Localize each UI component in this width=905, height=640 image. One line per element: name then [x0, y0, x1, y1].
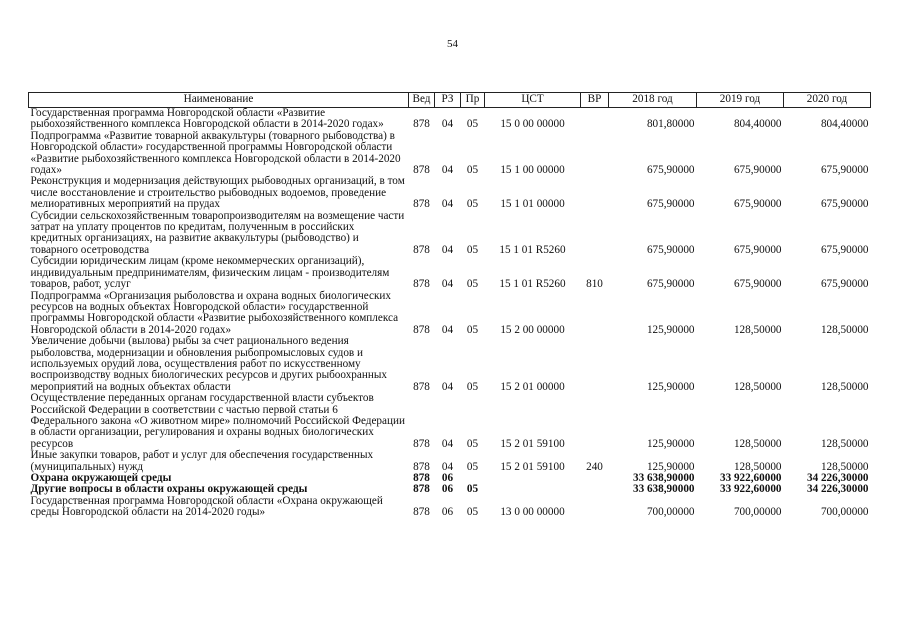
row-cst-cell: 15 2 01 00000	[500, 380, 565, 393]
row-vr-cell	[581, 291, 609, 337]
row-cst-cell: 15 2 01 59100	[500, 437, 565, 450]
row-cst-cell: 15 2 01 59100	[500, 460, 565, 473]
row-2018-cell: 125,90000	[646, 460, 695, 473]
row-2020-cell: 128,50000	[820, 380, 869, 393]
row-vr-cell	[581, 131, 609, 177]
table-row	[29, 393, 871, 450]
row-ved-cell: 878	[413, 472, 430, 484]
row-2019-cell: 128,50000	[733, 380, 782, 393]
row-pr-cell: 05	[466, 483, 479, 496]
row-rz-cell: 06	[441, 472, 454, 484]
column-header-rz: РЗ	[435, 93, 461, 108]
row-ved-cell: 878	[413, 460, 430, 473]
row-2019-cell: 675,90000	[733, 164, 782, 177]
row-2018-cell: 33 638,90000	[632, 483, 695, 496]
row-name-cell: Субсидии юридическим лицам (кроме некоммерческих организаций), индивидуальным предпринимателям, физическим лицам - производителям товаров, работ, услуг	[30, 255, 390, 291]
row-2020-cell: 675,90000	[820, 243, 869, 256]
row-ved-cell: 878	[413, 164, 430, 177]
row-2020-cell: 675,90000	[820, 278, 869, 291]
row-cst-cell: 13 0 00 00000	[500, 506, 565, 519]
row-2018-cell: 675,90000	[646, 198, 695, 211]
column-header-2019: 2019 год	[697, 93, 784, 108]
column-header-vr: ВР	[581, 93, 609, 108]
row-ved-cell: 878	[413, 506, 430, 519]
row-2019-cell: 33 922,60000	[719, 483, 782, 496]
row-cst-cell	[485, 473, 581, 484]
row-rz-cell: 04	[441, 243, 454, 256]
row-pr-cell: 05	[466, 437, 479, 450]
row-name-cell: Реконструкция и модернизация действующих рыбоводных организаций, в том числе восстановление и строительство рыбоводных водоемов, проведение мелиоративных мероприятий на прудах	[30, 175, 405, 211]
row-2019-cell: 33 922,60000	[719, 472, 782, 484]
row-cst-cell: 15 1 01 00000	[500, 198, 565, 211]
row-2020-cell: 128,50000	[820, 323, 869, 336]
row-2020-cell: 128,50000	[820, 437, 869, 450]
row-name-cell: Другие вопросы в области охраны окружающей среды	[30, 483, 308, 496]
row-vr-cell	[581, 484, 609, 495]
row-pr-cell: 05	[466, 506, 479, 519]
row-2018-cell: 125,90000	[646, 380, 695, 393]
column-header-pr: Пр	[461, 93, 485, 108]
row-rz-cell: 04	[441, 323, 454, 336]
row-name-cell: Увеличение добычи (вылова) рыбы за счет рационального ведения рыболовства, модернизации и обновления рыбопромысловых судов и используемых орудий лова, осуществления работ по искусственному воспроизводству водных биологических ресурсов и других рыбоохранных мероприятий на водных объектах области	[30, 335, 387, 393]
row-2018-cell: 700,00000	[646, 506, 695, 519]
row-pr-cell: 05	[466, 164, 479, 177]
row-cst-cell: 15 1 00 00000	[500, 164, 565, 177]
row-pr-cell: 05	[466, 380, 479, 393]
row-vr-cell	[581, 108, 609, 131]
row-2019-cell: 804,40000	[733, 118, 782, 131]
row-ved-cell: 878	[413, 483, 430, 496]
row-ved-cell: 878	[413, 323, 430, 336]
row-name-cell: Подпрограмма «Организация рыболовства и охрана водных биологических ресурсов на водных объектах Новгородской области» государственной программы Новгородской области «Развитие рыбохозяйственного комплекса Новгородской области в 2014-2020 годах»	[30, 289, 399, 336]
row-vr-cell	[581, 336, 609, 393]
row-2019-cell: 128,50000	[733, 323, 782, 336]
budget-table	[28, 92, 871, 519]
row-2020-cell: 675,90000	[820, 198, 869, 211]
row-rz-cell: 04	[441, 380, 454, 393]
row-ved-cell: 878	[413, 437, 430, 450]
row-2018-cell: 675,90000	[646, 164, 695, 177]
row-2020-cell: 675,90000	[820, 164, 869, 177]
row-name-cell: Иные закупки товаров, работ и услуг для обеспечения государственных (муниципальных) нужд	[30, 449, 374, 473]
row-vr-cell	[581, 473, 609, 484]
row-2018-cell: 675,90000	[646, 243, 695, 256]
row-pr-cell: 05	[466, 118, 479, 131]
row-vr-cell	[581, 496, 609, 519]
row-2019-cell: 675,90000	[733, 198, 782, 211]
row-vr-cell: 810	[586, 278, 603, 291]
page-number: 54	[447, 38, 458, 50]
column-header-2020: 2020 год	[784, 93, 871, 108]
row-rz-cell: 04	[441, 460, 454, 473]
row-ved-cell: 878	[413, 243, 430, 256]
table-header-row	[29, 93, 871, 108]
row-2020-cell: 34 226,30000	[806, 472, 869, 484]
column-header-name: Наименование	[29, 93, 409, 108]
row-cst-cell: 15 0 00 00000	[500, 118, 565, 131]
row-vr-cell	[581, 211, 609, 257]
table-row	[29, 211, 871, 257]
row-rz-cell: 06	[441, 506, 454, 519]
row-cst-cell: 15 2 00 00000	[500, 323, 565, 336]
row-2018-cell: 125,90000	[646, 323, 695, 336]
row-ved-cell: 878	[413, 118, 430, 131]
row-2020-cell: 34 226,30000	[806, 483, 869, 496]
row-ved-cell: 878	[413, 278, 430, 291]
row-name-cell: Государственная программа Новгородской области «Охрана окружающей среды Новгородской области на 2014-2020 годы»	[30, 494, 383, 519]
table-row	[29, 496, 871, 519]
row-pr-cell: 05	[466, 198, 479, 211]
row-ved-cell: 878	[413, 198, 430, 211]
row-rz-cell: 04	[441, 278, 454, 291]
row-2019-cell: 675,90000	[733, 278, 782, 291]
table-row	[29, 291, 871, 337]
row-rz-cell: 06	[441, 483, 454, 496]
row-vr-cell: 240	[586, 460, 603, 473]
row-2018-cell: 801,80000	[646, 118, 695, 131]
row-2018-cell: 125,90000	[646, 437, 695, 450]
row-pr-cell: 05	[466, 243, 479, 256]
row-rz-cell: 04	[441, 118, 454, 131]
row-2018-cell: 33 638,90000	[632, 472, 695, 484]
row-2020-cell: 128,50000	[820, 460, 869, 473]
row-name-cell: Государственная программа Новгородской области «Развитие рыбохозяйственного комплекса Новгородской области в 2014-2020 годах»	[30, 107, 384, 131]
table-row	[29, 256, 871, 290]
table-row	[29, 336, 871, 393]
row-2018-cell: 675,90000	[646, 278, 695, 291]
row-rz-cell: 04	[441, 437, 454, 450]
table-row	[29, 108, 871, 131]
row-pr-cell: 05	[466, 278, 479, 291]
row-2019-cell: 128,50000	[733, 460, 782, 473]
column-header-cst: ЦСТ	[485, 93, 581, 108]
row-ved-cell: 878	[413, 380, 430, 393]
row-rz-cell: 04	[441, 164, 454, 177]
row-cst-cell	[485, 484, 581, 495]
row-rz-cell: 04	[441, 198, 454, 211]
row-name-cell: Подпрограмма «Развитие товарной аквакультуры (товарного рыбоводства) в Новгородской области» государственной программы Новгородской области «Развитие рыбохозяйственного комплекса Новгородской области в 2014-2020 годах»	[30, 129, 401, 177]
row-2020-cell: 804,40000	[820, 118, 869, 131]
row-2019-cell: 700,00000	[733, 506, 782, 519]
row-cst-cell: 15 1 01 R5260	[499, 278, 566, 291]
row-2020-cell: 700,00000	[820, 506, 869, 519]
row-name-cell: Охрана окружающей среды	[30, 472, 172, 484]
table-row	[29, 131, 871, 177]
table-row	[29, 176, 871, 210]
row-cst-cell: 15 1 01 R5260	[499, 243, 566, 256]
column-header-2018: 2018 год	[609, 93, 697, 108]
row-2019-cell: 675,90000	[733, 243, 782, 256]
row-pr-cell: 05	[466, 323, 479, 336]
row-pr-cell: 05	[466, 460, 479, 473]
row-name-cell: Осуществление переданных органам государственной власти субъектов Российской Федерации в соответствии с частью первой статьи 6 Федерального закона «О животном мире» полномочий Российской Федерации в области организации, регулирования и охраны водных биологических ресурсов	[30, 392, 405, 450]
column-header-ved: Вед	[409, 93, 435, 108]
row-name-cell: Субсидии сельскохозяйственным товаропроизводителям на возмещение части затрат на уплату процентов по кредитам, полученным в российских кредитных организациях, на развитие аквакультуры (рыбоводство) и товарного осетроводства	[30, 209, 405, 256]
row-vr-cell	[581, 176, 609, 210]
row-vr-cell	[581, 393, 609, 450]
row-2019-cell: 128,50000	[733, 437, 782, 450]
table-row	[29, 450, 871, 473]
